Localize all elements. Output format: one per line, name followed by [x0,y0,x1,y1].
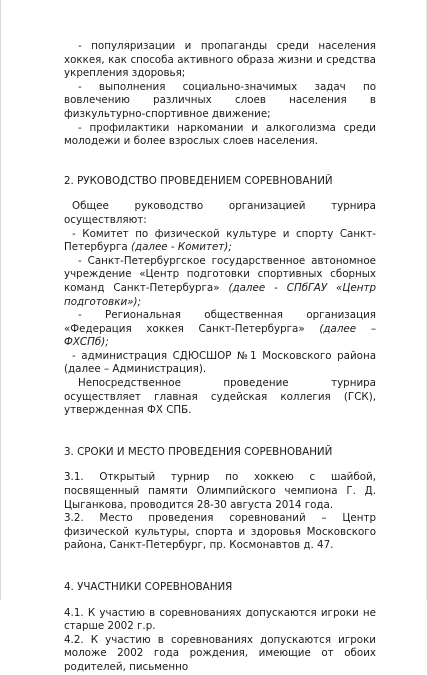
section-2-item-3-text: - Региональная общественная организация «Федерация хоккея Санкт-Петербурга» [64,309,376,335]
section-3-heading: 3. СРОКИ И МЕСТО ПРОВЕДЕНИЯ СОРЕВНОВАНИЙ [64,445,333,458]
intro-item-2: - выполнения социально-значимых задач по вовлечению различных слоев населения в физкультурно-спортивное движение; [64,80,376,120]
section-2-item-1-note: (далее - Комитет); [130,241,232,254]
section-2-item-2-note: (далее - СПбГАУ «Центр подготовки»); [64,281,376,308]
section-2-closing: Непосредственное проведение турнира осуществляет главная судейская коллегия (ГСК), утвержденная ФХ СПБ. [64,377,376,417]
section-2-item-3 [64,309,376,350]
document-body [64,40,376,675]
section-2-item-1-text: - Комитет по физической культуре и спорту Санкт-Петербурга [64,227,376,254]
intro-item-1: - популяризации и пропаганды среди населения хоккея, как способа активного образа жизни и средства укрепления здоровья; [64,40,376,80]
section-4-para-2: 4.2. К участию в соревнованиях допускаются игроки моложе 2002 года рождения, имеющие от обоих родителей, письменно [64,633,376,673]
section-2-item-4: - администрация СДЮСШОР №1 Московского района (далее – Администрация). [64,349,376,376]
section-2-item-1 [64,228,376,255]
section-2-item-3-note: (далее – ФХСПб); [64,322,376,349]
section-2-item-2 [64,255,376,309]
section-2-item-2-text: - Санкт-Петербургское государственное автономное учреждение «Центр подготовки спортивных сборных команд Санкт-Петербурга» [64,254,376,294]
section-2-lead: Общее руководство организацией турнира осуществляют: [64,200,376,226]
section-2-heading: 2. РУКОВОДСТВО ПРОВЕДЕНИЕМ СОРЕВНОВАНИЙ [64,174,333,187]
intro-item-3: - профилактики наркомании и алкоголизма среди молодежи и более взрослых слоев населения. [64,121,376,148]
section-3-para-1: 3.1. Открытый турнир по хоккею с шайбой, посвященный памяти Олимпийского чемпиона Г. Д. Цыганкова, проводится 28-30 августа 2014 года. [64,471,376,511]
section-3-para-2: 3.2. Место проведения соревнований – Центр физической культуры, спорта и здоровья Московского района, Санкт-Петербург, пр. Космонавтов д. 47. [64,512,376,552]
section-4-para-1: 4.1. К участию в соревнованиях допускаются игроки не старше 2002 г.р. [64,606,376,633]
section-4-heading: 4. УЧАСТНИКИ СОРЕВНОВАНИЯ [64,581,233,593]
